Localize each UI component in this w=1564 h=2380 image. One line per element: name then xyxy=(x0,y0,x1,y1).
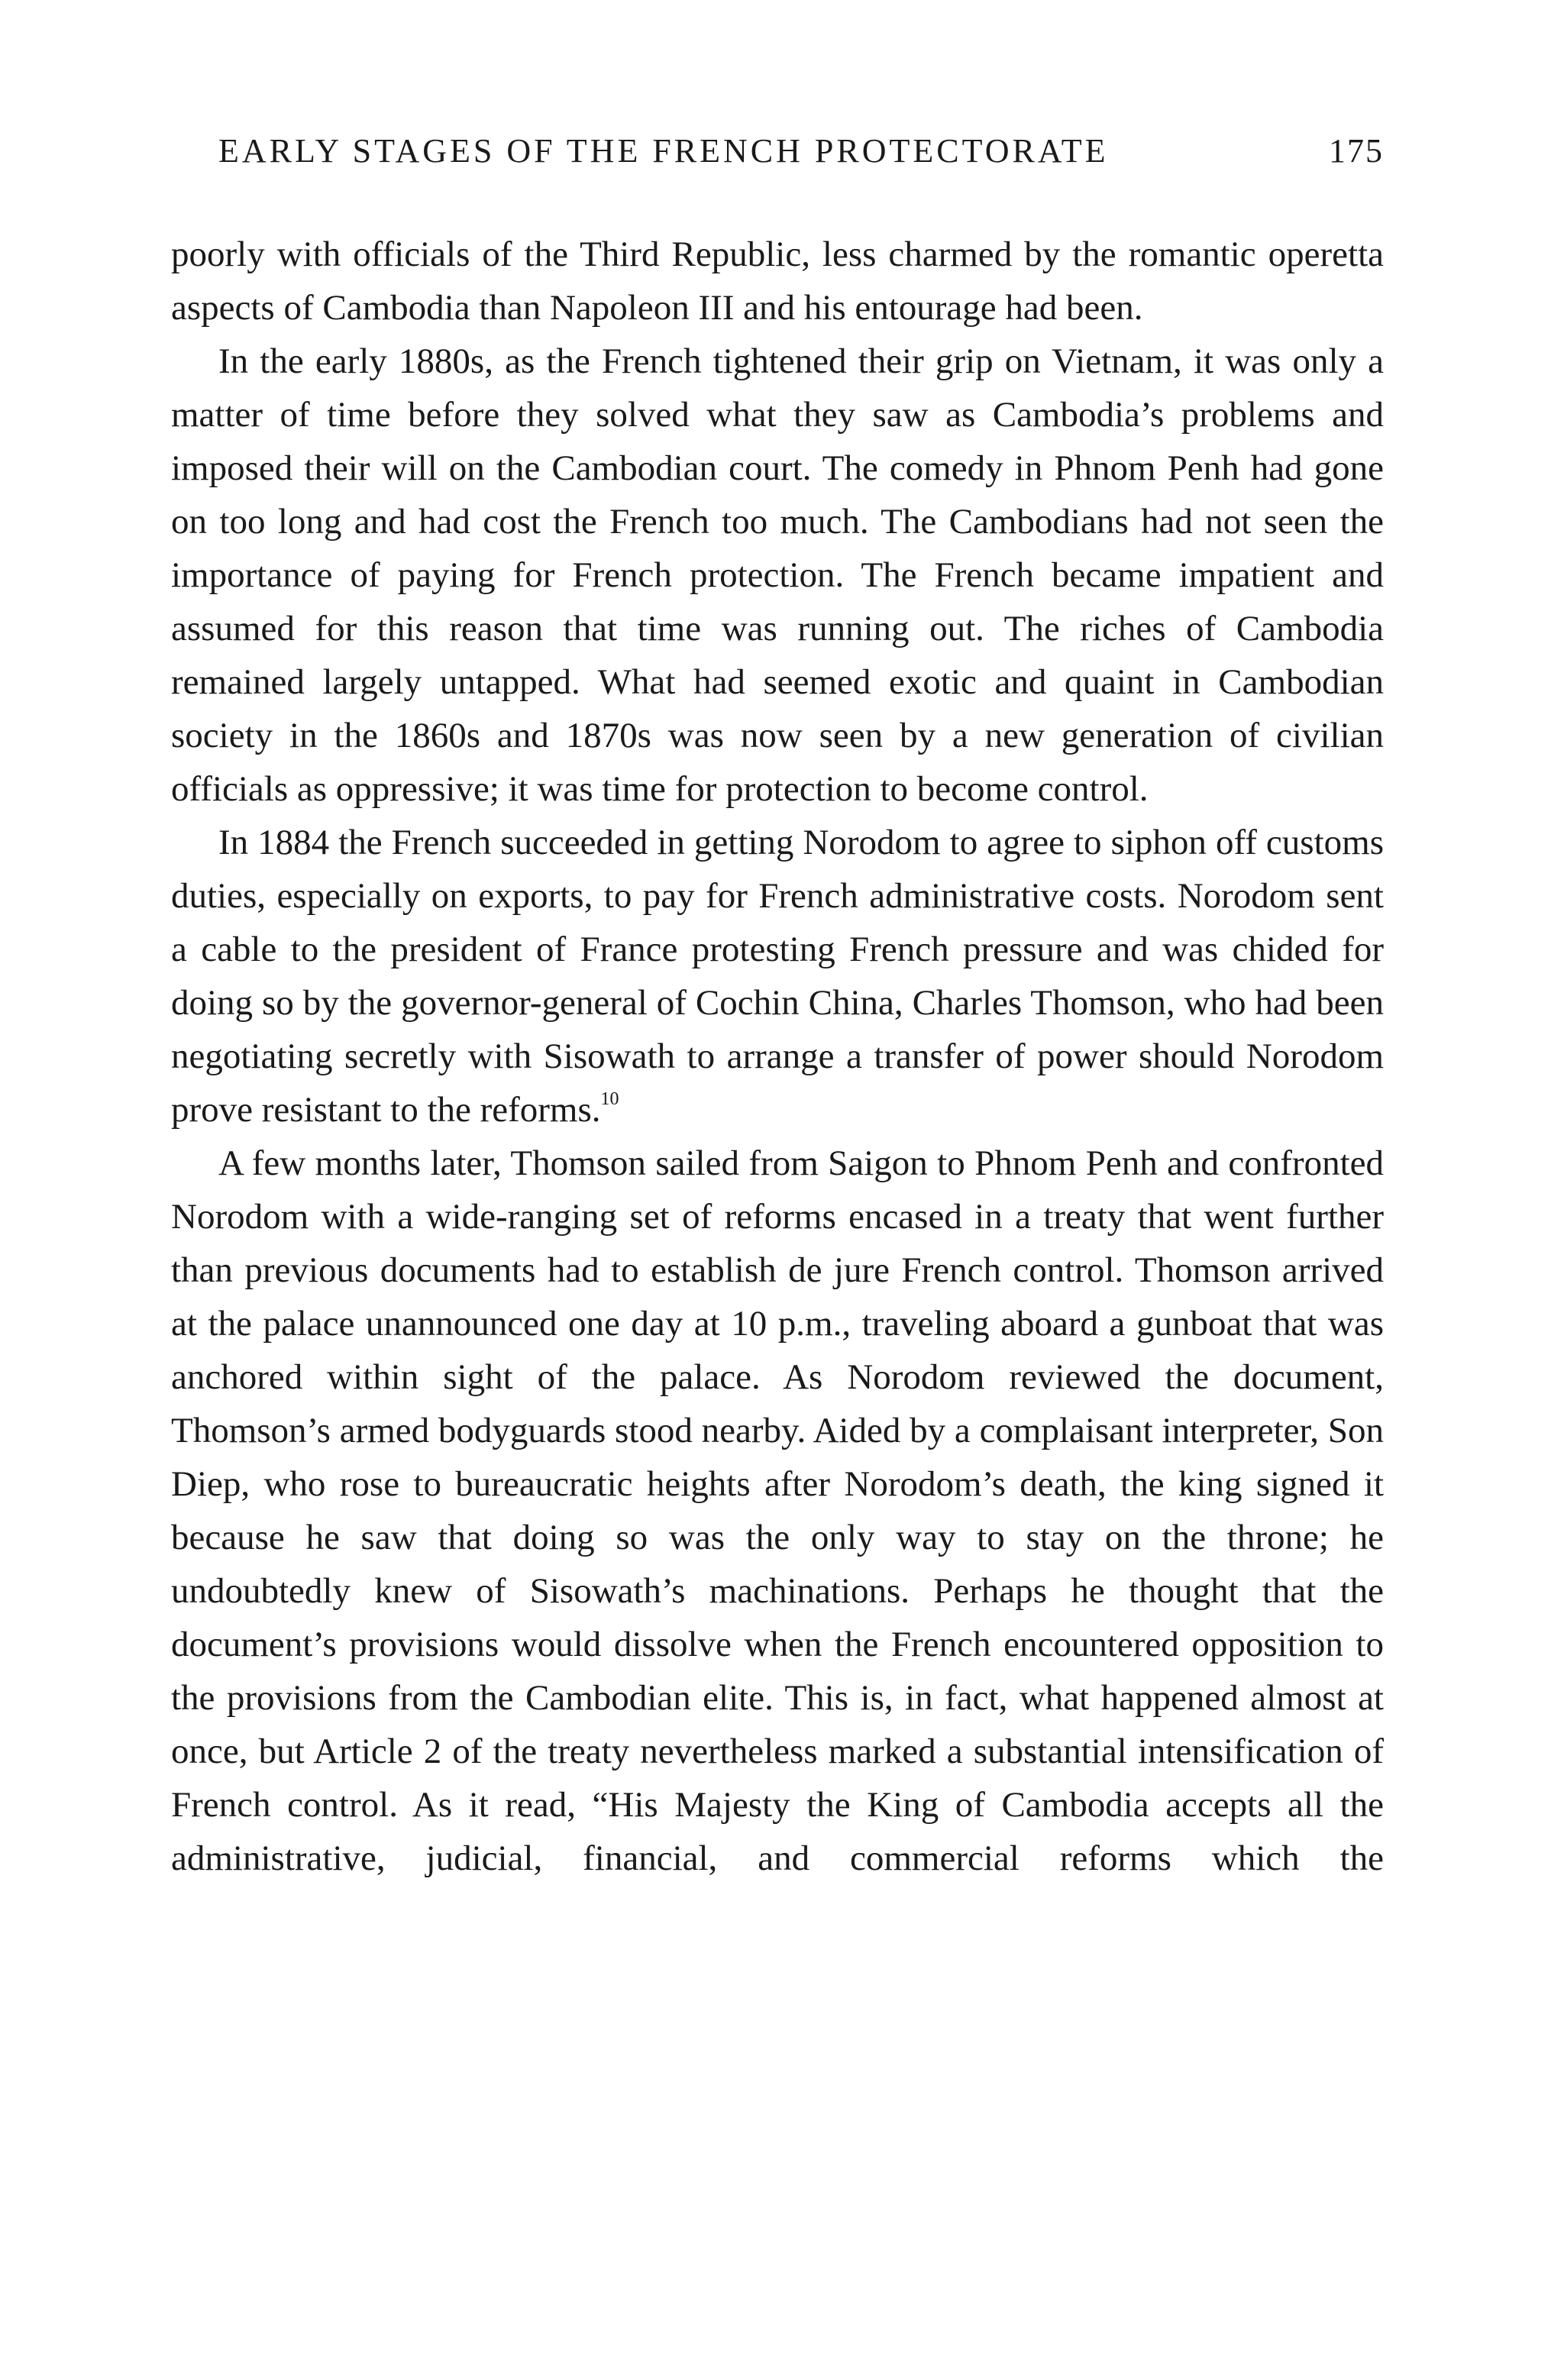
footnote-marker: 10 xyxy=(600,1089,619,1109)
paragraph-customs-duties-text: In 1884 the French succeeded in getting Norodom to agree to siphon off customs duties, especially on exports, to pay for French administrative costs. Norodom sent a cable to the president of France protesting French pressure and was chided for doing so by the governor-general of Cochin China, Charles Thomson, who had been negotiating secretly with Sisowath to arrange a transfer of power should Norodom prove resistant to the reforms. xyxy=(171,823,1384,1130)
paragraph-thomson-treaty: A few months later, Thomson sailed from Saigon to Phnom Penh and confronted Norodom with a wide-ranging set of reforms encased in a treaty that went further than previous documents had to establish de jure French control. Thomson arrived at the palace unannounced one day at 10 p.m., traveling aboard a gunboat that was anchored within sight of the palace. As Norodom reviewed the document, Thomson’s armed bodyguards stood nearby. Aided by a complaisant interpreter, Son Diep, who rose to bureaucratic heights after Norodom’s death, the king signed it because he saw that doing so was the only way to stay on the throne; he undoubtedly knew of Sisowath’s machinations. Perhaps he thought that the document’s provisions would dissolve when the French encountered opposition to the provisions from the Cambodian elite. This is, in fact, what happened almost at once, but Article 2 of the treaty nevertheless marked a substantial intensification of French control. As it read, “His Majesty the King of Cambodia accepts all the administrative, judicial, financial, and commercial reforms which the xyxy=(171,1143,1384,1878)
page-number: 175 xyxy=(1329,132,1384,170)
body-text xyxy=(171,228,1384,1885)
paragraph-continued: poorly with officials of the Third Republic, less charmed by the romantic operetta aspects of Cambodia than Napoleon III and his entourage had been. xyxy=(171,234,1384,328)
paragraph-french-grip: In the early 1880s, as the French tightened their grip on Vietnam, it was only a matter of time before they solved what they saw as Cambodia’s problems and imposed their will on the Cambodian court. The comedy in Phnom Penh had gone on too long and had cost the French too much. The Cambodians had not seen the importance of paying for French protection. The French became impatient and assumed for this reason that time was running out. The riches of Cambodia remained largely untapped. What had seemed exotic and quaint in Cambodian society in the 1860s and 1870s was now seen by a new generation of civilian officials as oppressive; it was time for protection to become control. xyxy=(171,341,1384,809)
running-head xyxy=(218,128,1384,174)
paragraph-customs-duties xyxy=(171,816,1384,1137)
running-title: EARLY STAGES OF THE FRENCH PROTECTORATE xyxy=(218,132,1109,170)
